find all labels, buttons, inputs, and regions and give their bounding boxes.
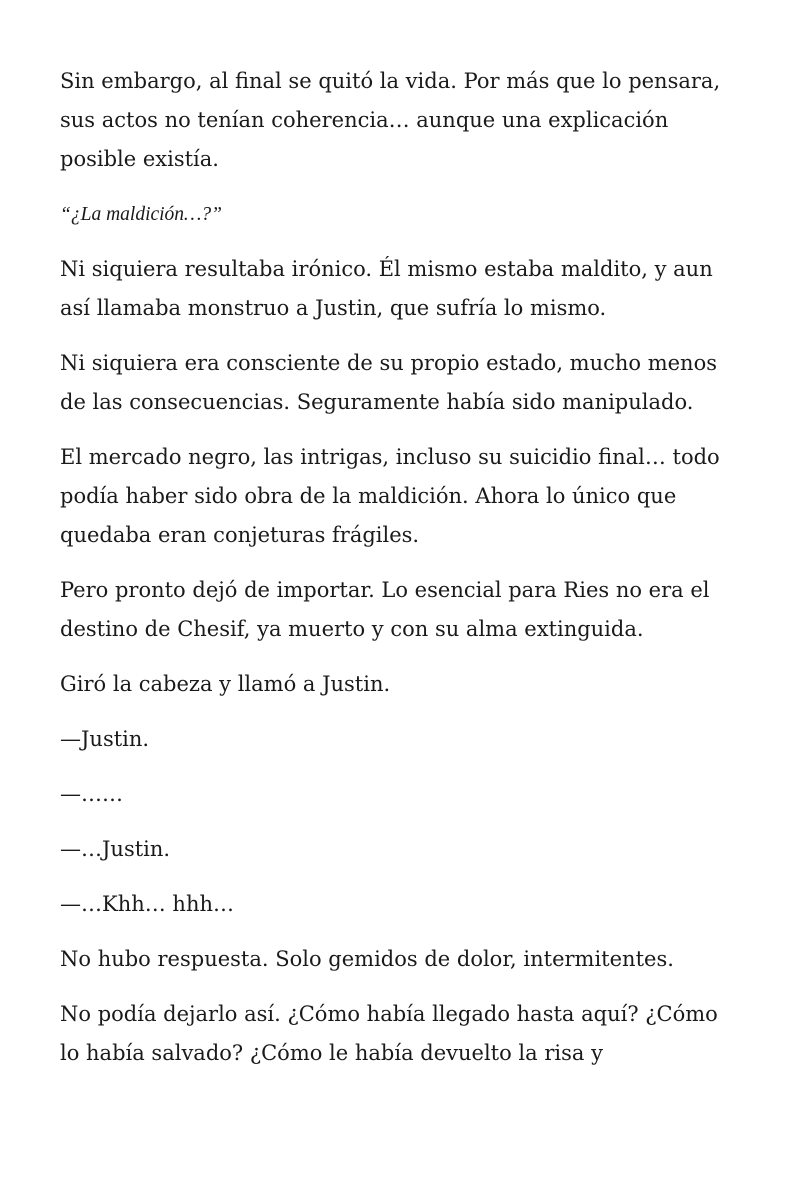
paragraph: Pero pronto dejó de importar. Lo esencial para Ries no era el destino de Chesif, ya muerto y con su alma extinguida. bbox=[60, 578, 710, 641]
dialogue-line: —Justin. bbox=[60, 727, 150, 751]
paragraph-italic-quote: “¿La maldición…?” bbox=[60, 204, 222, 225]
dialogue-line: —…Khh… hhh… bbox=[60, 892, 234, 916]
paragraph: No hubo respuesta. Solo gemidos de dolor, intermitentes. bbox=[60, 947, 674, 971]
paragraph: El mercado negro, las intrigas, incluso su suicidio final… todo podía haber sido obra de la maldición. Ahora lo único que quedaba eran conjeturas frágiles. bbox=[60, 445, 720, 547]
dialogue-line: —…… bbox=[60, 782, 123, 806]
paragraph: No podía dejarlo así. ¿Cómo había llegado hasta aquí? ¿Cómo lo había salvado? ¿Cómo le había devuelto la risa y bbox=[60, 1002, 718, 1065]
paragraph: Sin embargo, al final se quitó la vida. Por más que lo pensara, sus actos no tenían coherencia… aunque una explicación posible existía. bbox=[60, 69, 721, 171]
paragraph: Ni siquiera era consciente de su propio estado, mucho menos de las consecuencias. Seguramente había sido manipulado. bbox=[60, 351, 717, 414]
paragraph: Ni siquiera resultaba irónico. Él mismo estaba maldito, y aun así llamaba monstruo a Justin, que sufría lo mismo. bbox=[60, 257, 713, 320]
paragraph: Giró la cabeza y llamó a Justin. bbox=[60, 672, 391, 696]
dialogue-line: —…Justin. bbox=[60, 837, 171, 861]
